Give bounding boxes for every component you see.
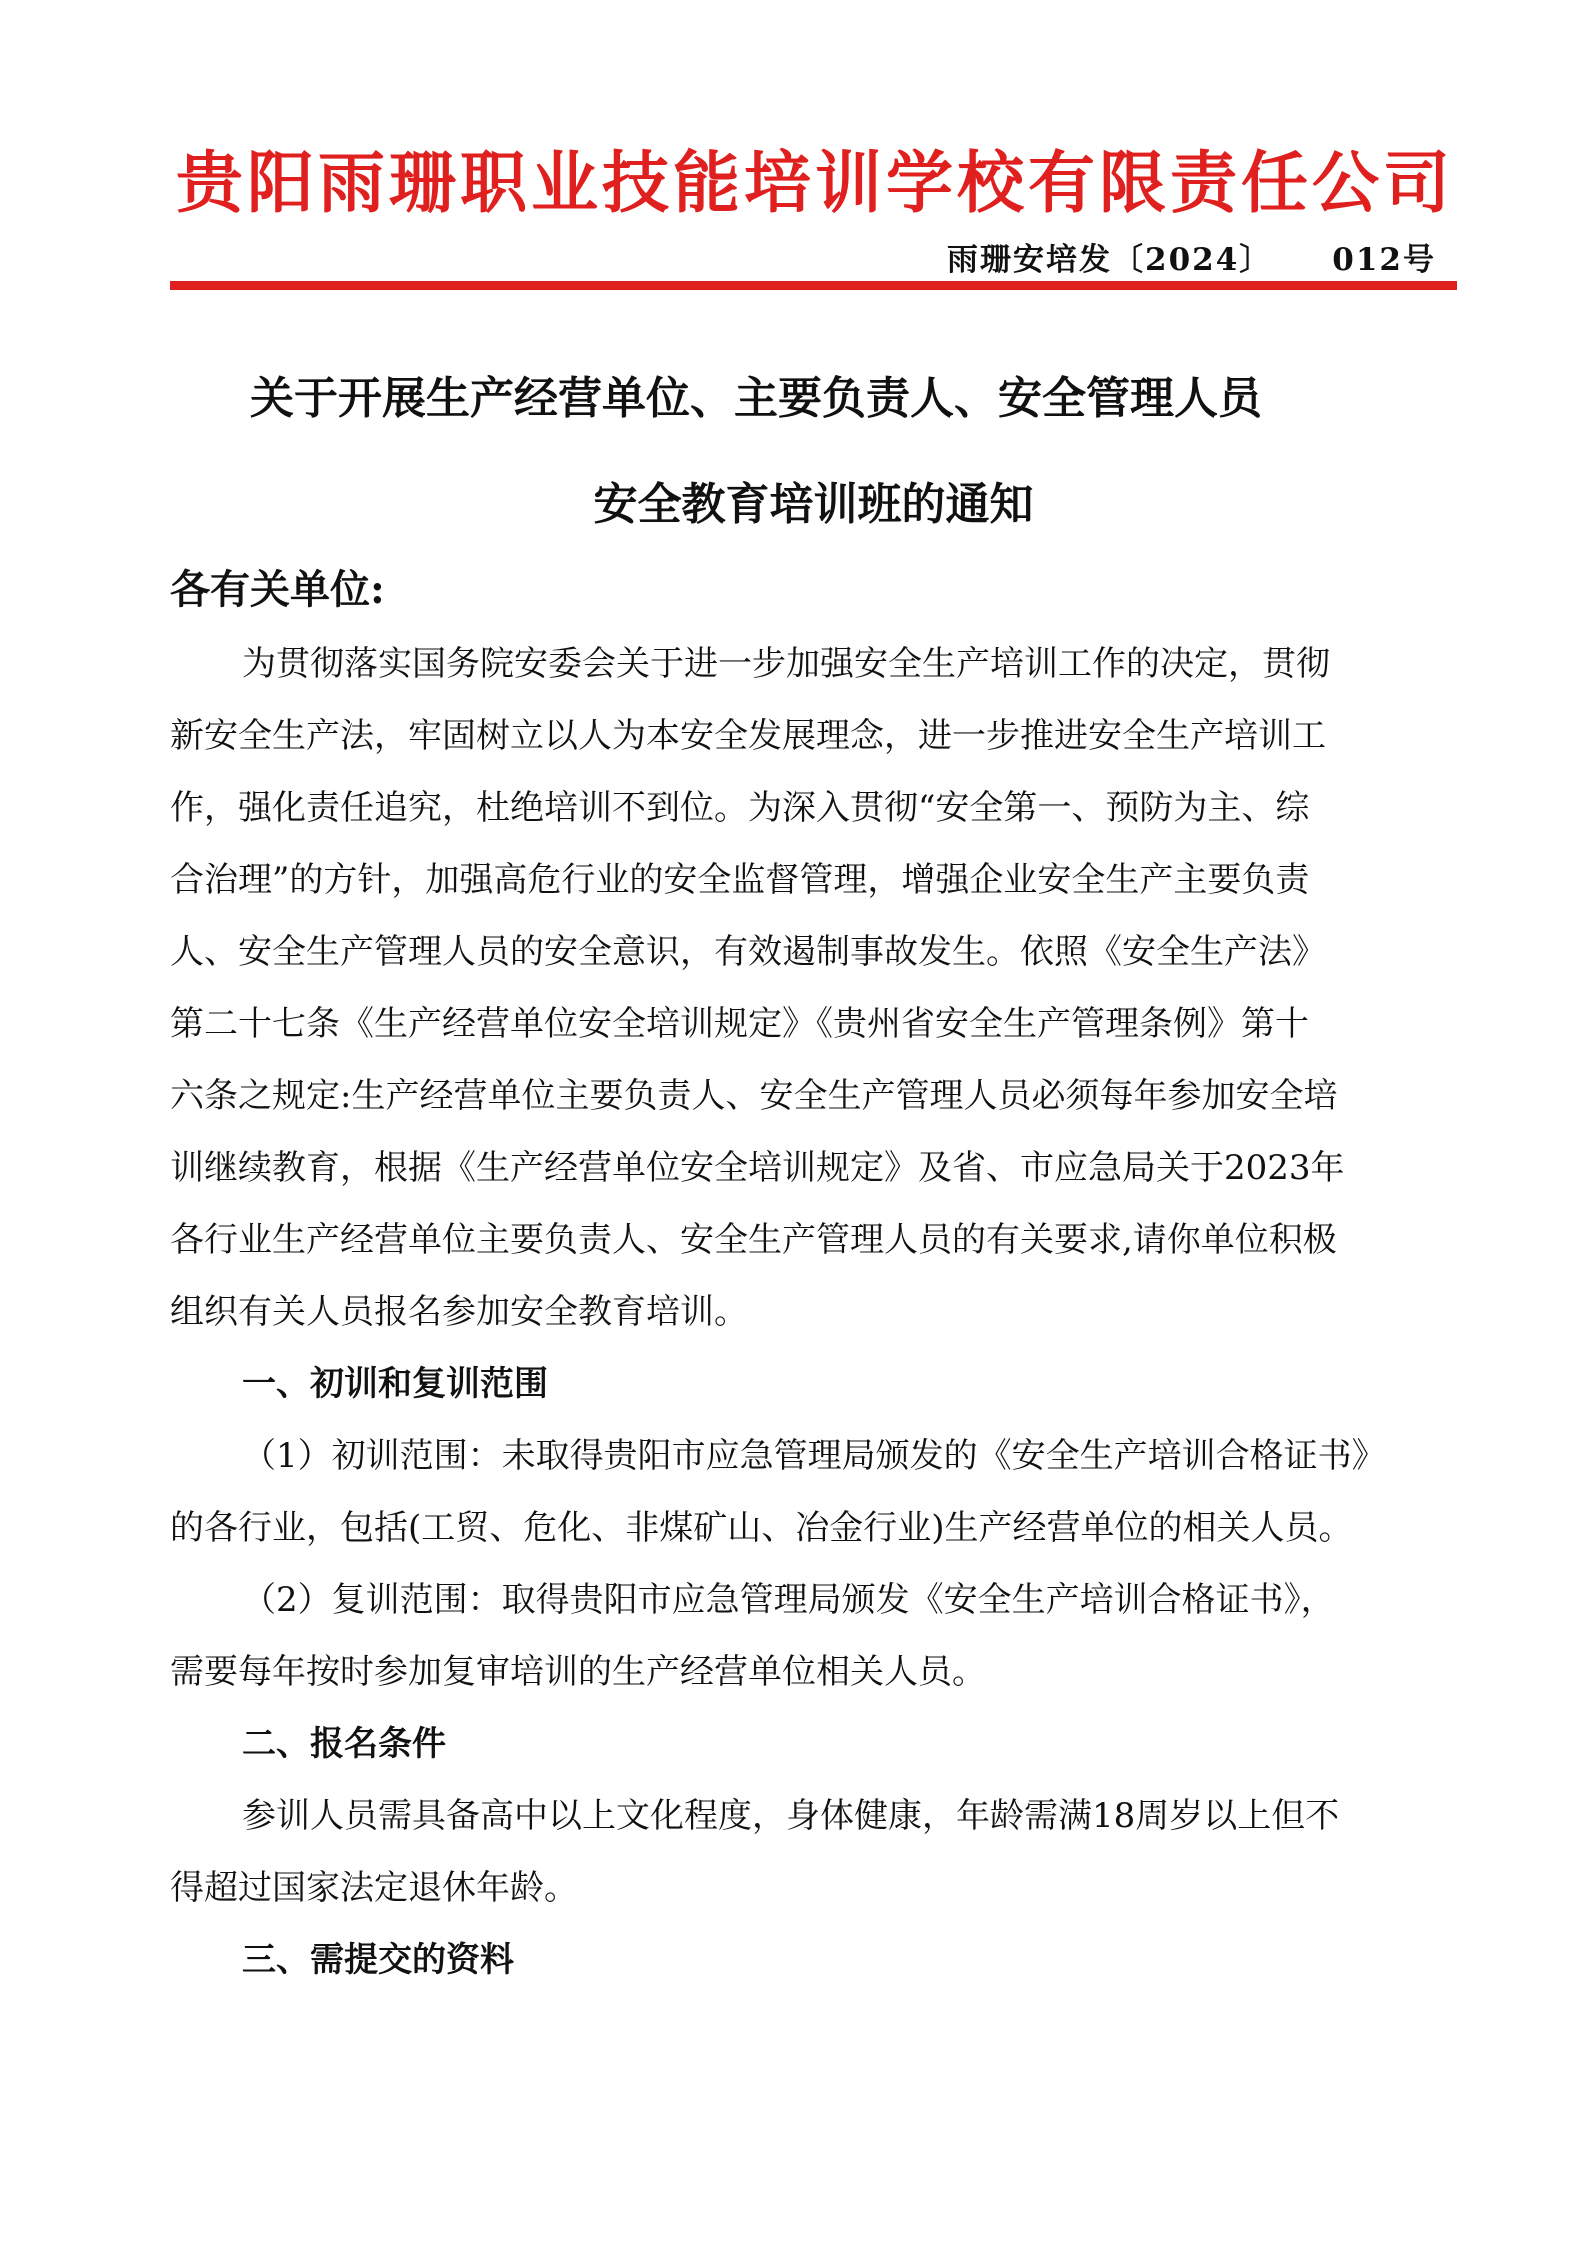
- notice-title-line-2: 安全教育培训班的通知: [593, 479, 1034, 530]
- body-line: 六条之规定:生产经营单位主要负责人、安全生产管理人员必须每年参加安全培: [170, 1076, 1338, 1116]
- section-heading-1: 一、初训和复训范围: [242, 1364, 548, 1404]
- body-line: 作，强化责任追究，杜绝培训不到位。为深入贯彻“安全第一、预防为主、综: [170, 788, 1310, 828]
- notice-title-line-1: 关于开展生产经营单位、主要负责人、安全管理人员: [250, 373, 1262, 424]
- body-line: （1）初训范围：未取得贵阳市应急管理局颁发的《安全生产培训合格证书》: [242, 1436, 1386, 1476]
- body-line: 合治理”的方针，加强高危行业的安全监督管理，增强企业安全生产主要负责: [170, 860, 1310, 900]
- body-line: 组织有关人员报名参加安全教育培训。: [170, 1292, 748, 1332]
- body-line: 训继续教育，根据《生产经营单位安全培训规定》及省、市应急局关于2023年: [170, 1148, 1345, 1188]
- salutation: 各有关单位:: [170, 566, 385, 613]
- notice-body: [170, 628, 1460, 1996]
- body-line: 为贯彻落实国务院安委会关于进一步加强安全生产培训工作的决定，贯彻: [242, 644, 1330, 684]
- section-heading-2: 二、报名条件: [242, 1724, 446, 1764]
- document-number-suffix: 012号: [1332, 242, 1436, 278]
- body-line: 得超过国家法定退休年龄。: [170, 1868, 578, 1908]
- body-line: 的各行业，包括(工贸、危化、非煤矿山、冶金行业)生产经营单位的相关人员。: [170, 1508, 1353, 1548]
- body-line: 各行业生产经营单位主要负责人、安全生产管理人员的有关要求,请你单位积极: [170, 1220, 1337, 1260]
- document-number-prefix: 雨珊安培发〔2024〕: [947, 242, 1273, 278]
- document-number: [947, 234, 1436, 279]
- body-line: 需要每年按时参加复审培训的生产经营单位相关人员。: [170, 1652, 986, 1692]
- body-line: 新安全生产法，牢固树立以人为本安全发展理念，进一步推进安全生产培训工: [170, 716, 1326, 756]
- organization-header: 贵阳雨珊职业技能培训学校有限责任公司: [176, 144, 1454, 222]
- section-heading-3: 三、需提交的资料: [242, 1940, 514, 1980]
- body-line: 人、安全生产管理人员的安全意识，有效遏制事故发生。依照《安全生产法》: [170, 932, 1326, 972]
- header-red-rule: [170, 281, 1457, 290]
- body-line: 参训人员需具备高中以上文化程度，身体健康，年龄需满18周岁以上但不: [242, 1796, 1340, 1836]
- body-line: 第二十七条《生产经营单位安全培训规定》《贵州省安全生产管理条例》第十: [170, 1004, 1309, 1044]
- body-line: （2）复训范围：取得贵阳市应急管理局颁发《安全生产培训合格证书》，: [242, 1580, 1335, 1620]
